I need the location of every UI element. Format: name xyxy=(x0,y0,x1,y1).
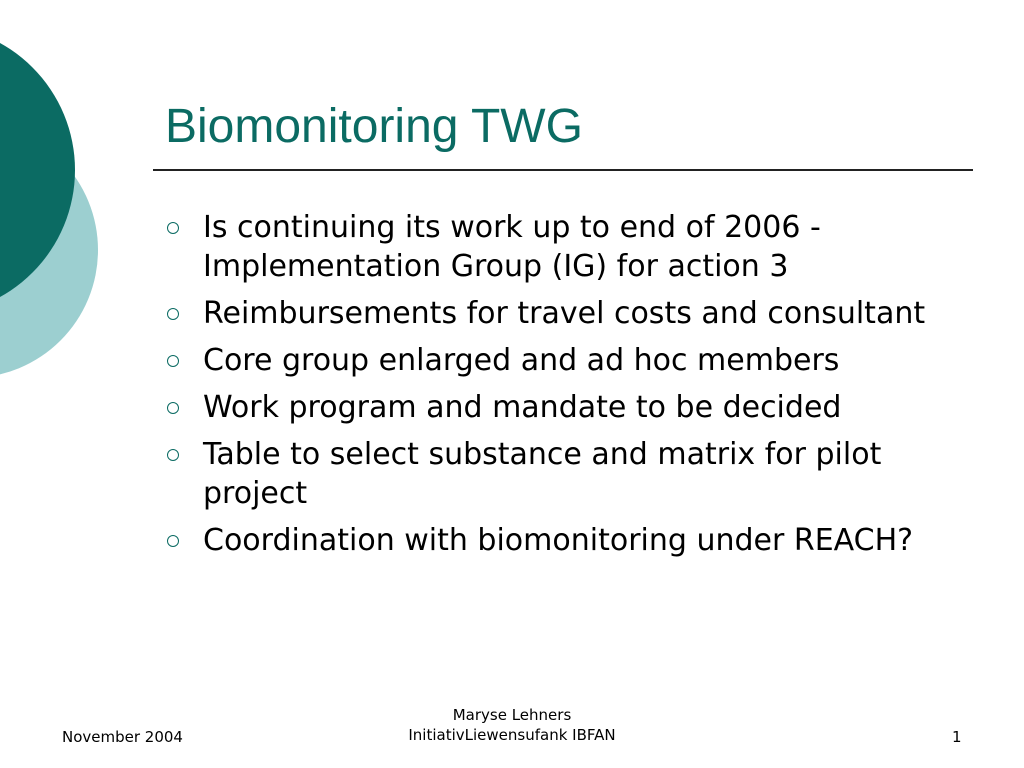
hollow-circle-icon xyxy=(167,308,179,320)
bullet-item xyxy=(165,341,980,380)
bullet-item xyxy=(165,208,980,286)
hollow-circle-icon xyxy=(167,402,179,414)
footer-date: November 2004 xyxy=(62,728,183,746)
title-divider xyxy=(153,169,973,171)
bullet-item xyxy=(165,388,980,427)
footer-presenter xyxy=(362,705,662,745)
hollow-circle-icon xyxy=(167,222,179,234)
bullet-text: Is continuing its work up to end of 2006 - Implementation Group (IG) for action 3 xyxy=(203,210,821,284)
footer-author: Maryse Lehners xyxy=(452,706,572,724)
page-number: 1 xyxy=(952,728,962,746)
slide-title: Biomonitoring TWG xyxy=(165,100,583,153)
bullet-item xyxy=(165,521,980,560)
bullet-text: Core group enlarged and ad hoc members xyxy=(203,343,840,378)
bullet-item xyxy=(165,435,980,513)
decorative-circles xyxy=(0,0,110,410)
bullet-text: Reimbursements for travel costs and consultant xyxy=(203,296,926,331)
bullet-list xyxy=(165,208,980,568)
bullet-item xyxy=(165,294,980,333)
hollow-circle-icon xyxy=(167,449,179,461)
bullet-text: Work program and mandate to be decided xyxy=(203,390,842,425)
bullet-text: Table to select substance and matrix for pilot project xyxy=(203,437,882,511)
footer-organization: InitiativLiewensufank IBFAN xyxy=(408,726,616,744)
hollow-circle-icon xyxy=(167,355,179,367)
bullet-text: Coordination with biomonitoring under REACH? xyxy=(203,523,914,558)
hollow-circle-icon xyxy=(167,535,179,547)
